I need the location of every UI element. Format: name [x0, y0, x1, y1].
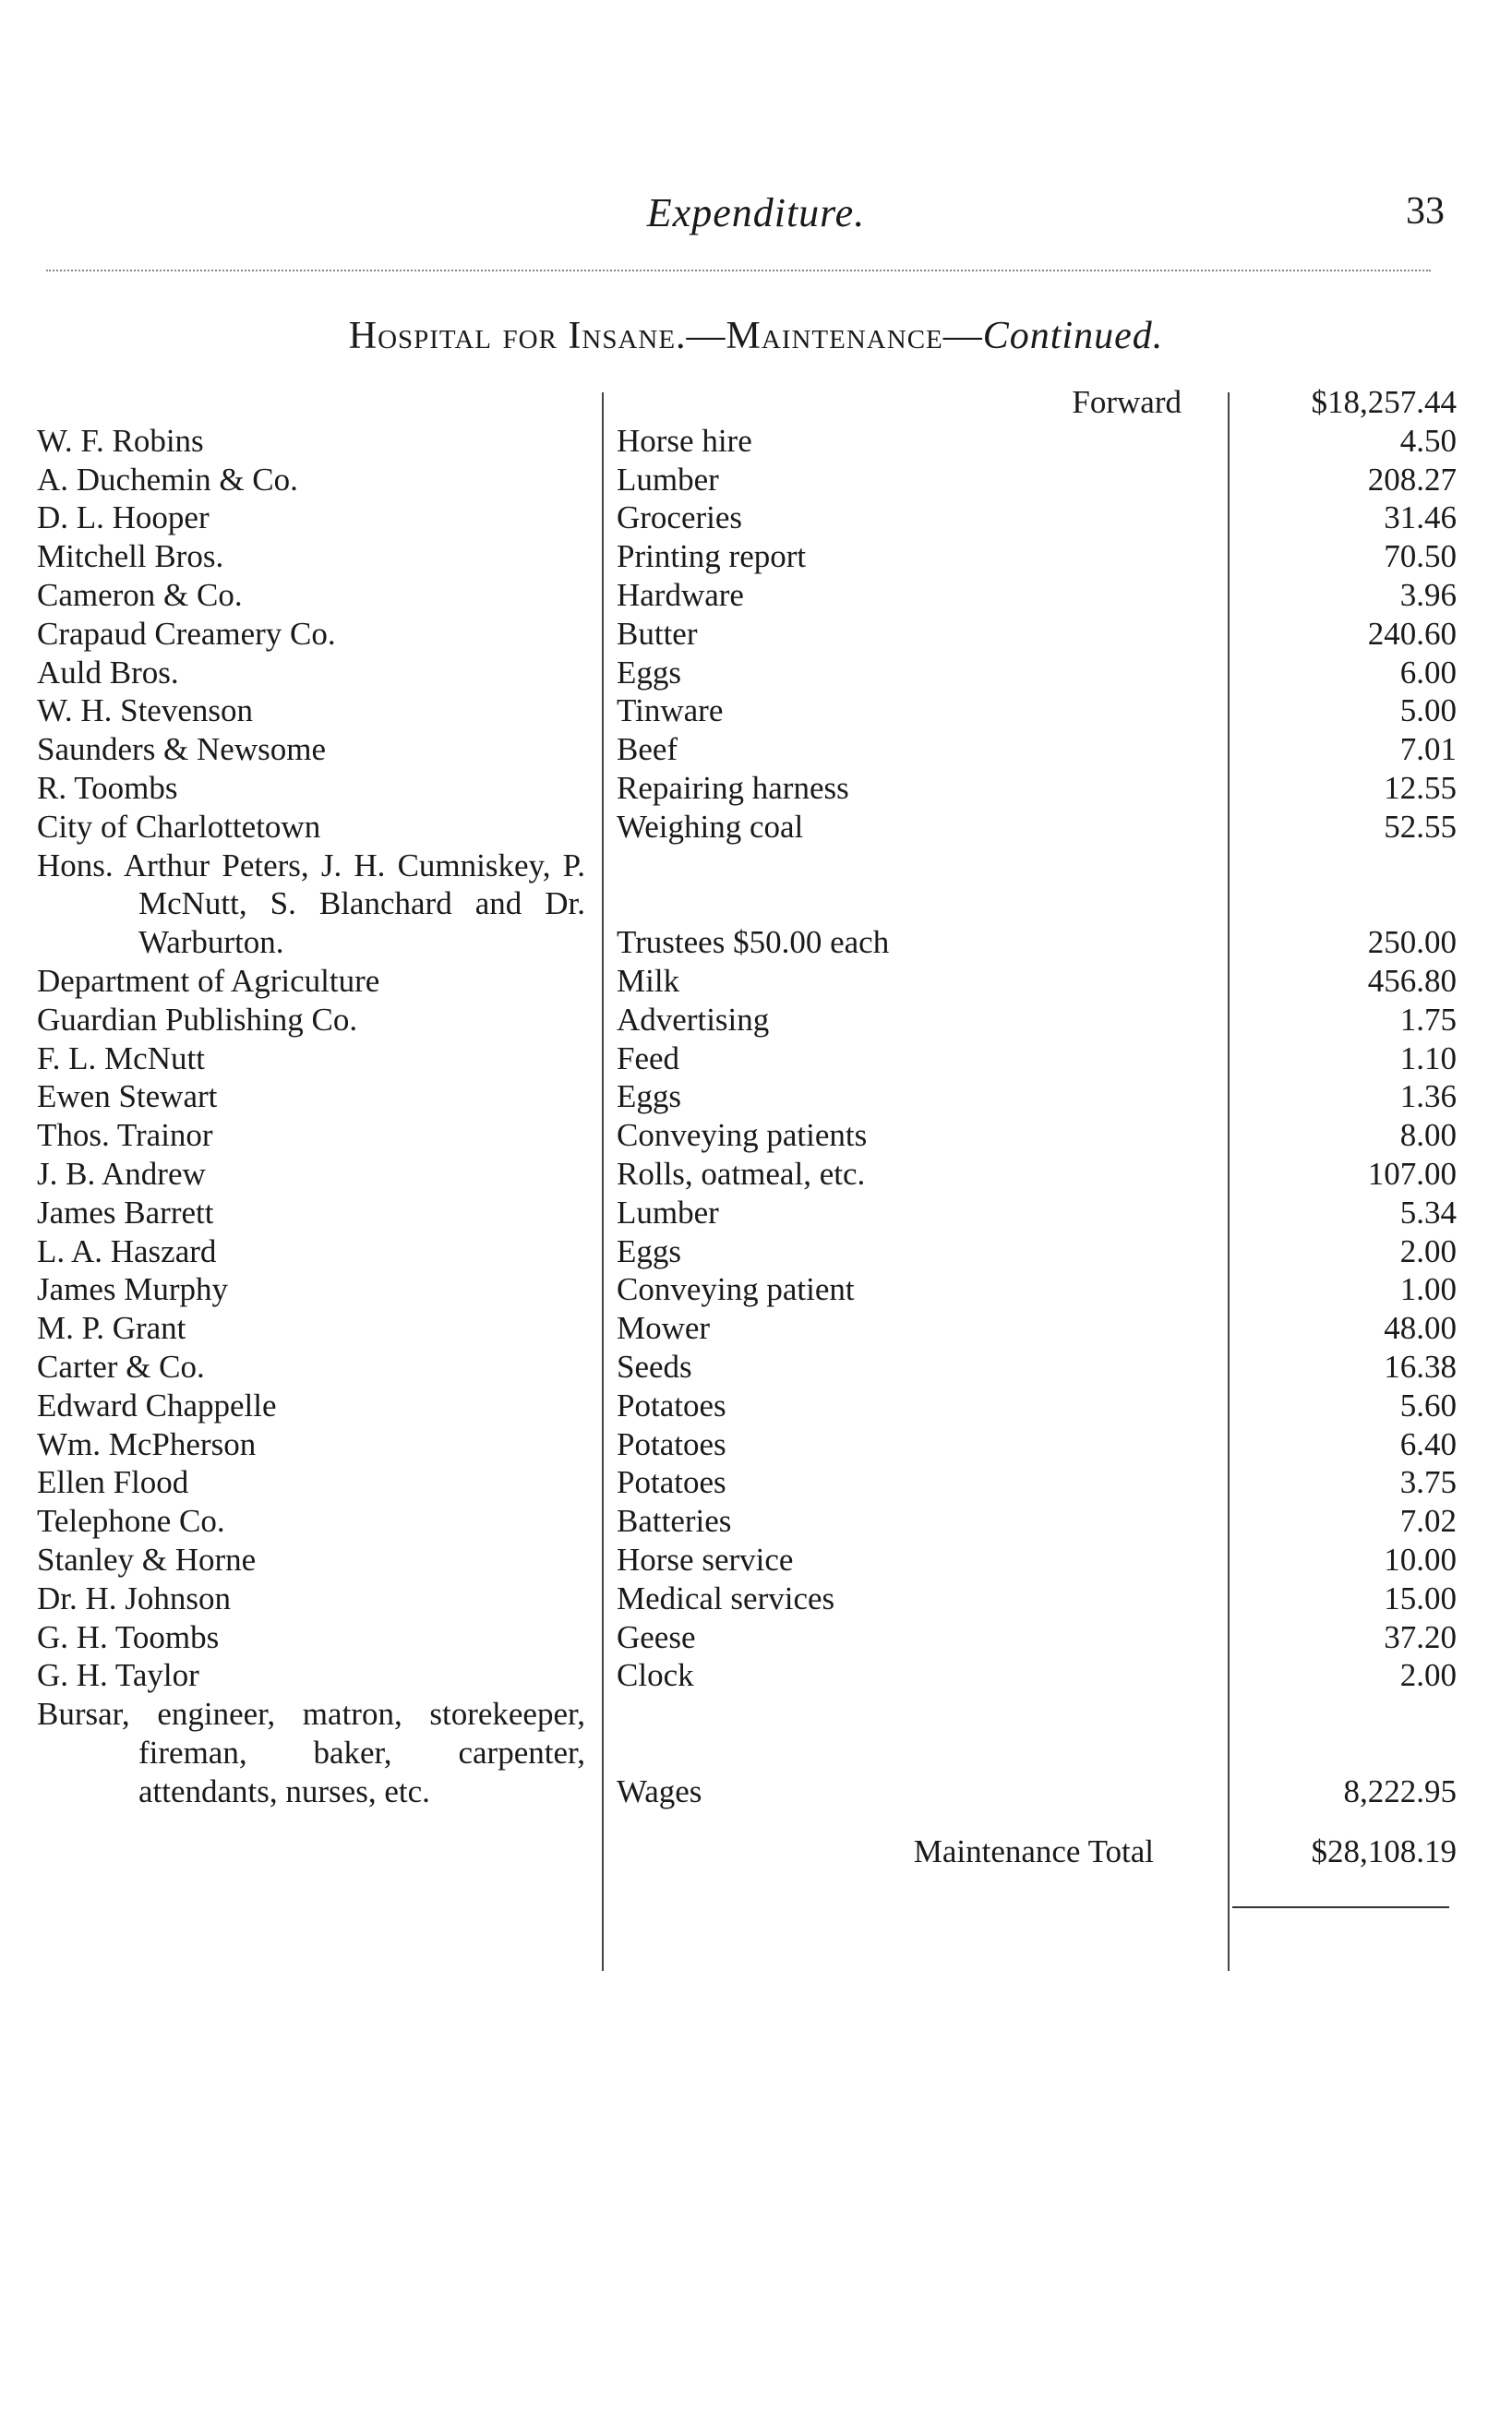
amount-cell: 5.00: [1399, 692, 1457, 729]
ledger-row: [37, 691, 1458, 730]
amount-cell: 31.46: [1384, 499, 1457, 536]
ledger-row: [37, 499, 1458, 537]
ledger-row: [37, 537, 1458, 576]
header-divider: [46, 270, 1431, 271]
item-cell: Eggs: [617, 1232, 681, 1269]
amount-cell: 107.00: [1367, 1155, 1457, 1192]
item-cell: Rolls, oatmeal, etc.: [617, 1155, 866, 1192]
ledger-row: [37, 962, 1458, 1001]
ledger-row: [37, 808, 1458, 847]
ledger-row: [37, 654, 1458, 692]
ledger-row: [37, 1348, 1458, 1387]
item-cell: Batteries: [617, 1503, 732, 1540]
ledger-row: [37, 730, 1458, 769]
ledger-row: [37, 847, 1458, 962]
amount-cell: 3.96: [1399, 576, 1457, 613]
payee-cell: Saunders & Newsome: [37, 731, 327, 768]
item-cell: Repairing harness: [617, 769, 849, 806]
payee-cell: Edward Chappelle: [37, 1387, 277, 1424]
item-cell: Eggs: [617, 1078, 681, 1115]
ledger-row: [37, 1077, 1458, 1116]
amount-cell: 52.55: [1384, 808, 1457, 845]
amount-cell: 7.01: [1399, 731, 1457, 768]
payee-cell: R. Toombs: [37, 769, 178, 806]
amount-cell: 2.00: [1399, 1232, 1457, 1269]
payee-cell: Dr. H. Johnson: [37, 1580, 232, 1616]
payee-cell: Cameron & Co.: [37, 576, 243, 613]
ledger-row: [37, 1580, 1458, 1618]
ledger-row: [37, 1502, 1458, 1541]
ledger-row: [37, 1232, 1458, 1271]
ledger-row: [37, 1039, 1458, 1078]
ledger-row: [37, 1618, 1458, 1657]
item-cell: Feed: [617, 1039, 680, 1076]
ledger-row: [37, 1695, 1458, 1810]
amount-cell: 1.36: [1399, 1078, 1457, 1115]
payee-cell: Carter & Co.: [37, 1348, 205, 1385]
item-cell: Groceries: [617, 499, 743, 536]
payee-cell: L. A. Haszard: [37, 1232, 217, 1269]
item-cell: Potatoes: [617, 1387, 726, 1424]
item-cell: Milk: [617, 962, 680, 999]
amount-cell: 15.00: [1384, 1580, 1457, 1616]
item-cell: Conveying patient: [617, 1271, 855, 1308]
expenditure-ledger: [37, 383, 1458, 1871]
payee-cell: A. Duchemin & Co.: [37, 461, 298, 498]
amount-cell: 1.00: [1399, 1271, 1457, 1308]
amount-cell: 8.00: [1399, 1117, 1457, 1154]
ledger-row: [37, 1425, 1458, 1464]
item-cell: Wages: [617, 1772, 702, 1809]
section-title-main: Hospital for Insane.—Maintenance—: [348, 315, 983, 357]
ledger-row: [37, 1387, 1458, 1425]
amount-cell: 37.20: [1384, 1618, 1457, 1655]
payee-cell: Bursar, engineer, matron, storekeeper, fireman, baker, carpenter, attendants, nurses, etc.: [37, 1696, 585, 1809]
amount-cell: 240.60: [1367, 615, 1457, 652]
payee-cell: Telephone Co.: [37, 1503, 225, 1540]
amount-cell: 3.75: [1399, 1464, 1457, 1501]
ledger-row: [37, 1309, 1458, 1348]
ledger-row: [37, 576, 1458, 615]
sum-rule: [1232, 1906, 1449, 1908]
item-cell: Beef: [617, 731, 678, 768]
amount-cell: 5.34: [1399, 1194, 1457, 1231]
amount-cell: 8,222.95: [1343, 1772, 1457, 1809]
amount-cell: 2.00: [1399, 1657, 1457, 1694]
payee-cell: F. L. McNutt: [37, 1039, 205, 1076]
ledger-row: [37, 1116, 1458, 1155]
ledger-row: [37, 461, 1458, 499]
ledger-row: [37, 1656, 1458, 1695]
forward-amount: $18,257.44: [1311, 384, 1457, 420]
page-header-title: Expenditure.: [646, 190, 866, 235]
ledger-row: [37, 422, 1458, 461]
item-cell: Trustees $50.00 each: [617, 924, 890, 961]
item-cell: Butter: [617, 615, 698, 652]
amount-cell: 16.38: [1384, 1348, 1457, 1385]
amount-cell: 4.50: [1399, 422, 1457, 459]
payee-cell: Ewen Stewart: [37, 1078, 218, 1115]
ledger-row: [37, 1155, 1458, 1194]
item-cell: Hardware: [617, 576, 744, 613]
item-cell: Printing report: [617, 538, 807, 575]
item-cell: Lumber: [617, 461, 719, 498]
amount-cell: 48.00: [1384, 1310, 1457, 1347]
ledger-rows: [37, 422, 1458, 1811]
amount-cell: 7.02: [1399, 1503, 1457, 1540]
item-cell: Tinware: [617, 692, 724, 729]
amount-cell: 5.60: [1399, 1387, 1457, 1424]
item-cell: Medical services: [617, 1580, 835, 1616]
payee-cell: Ellen Flood: [37, 1464, 189, 1501]
amount-cell: 70.50: [1384, 538, 1457, 575]
item-cell: Horse service: [617, 1541, 794, 1578]
total-label: Maintenance Total: [913, 1833, 1154, 1870]
section-title: [0, 314, 1512, 358]
section-title-continued: Continued.: [982, 315, 1164, 357]
item-cell: Clock: [617, 1657, 694, 1694]
payee-cell: D. L. Hooper: [37, 499, 210, 536]
item-cell: Weighing coal: [617, 808, 804, 845]
item-cell: Horse hire: [617, 422, 752, 459]
amount-cell: 10.00: [1384, 1541, 1457, 1578]
payee-cell: Hons. Arthur Peters, J. H. Cumniskey, P. McNutt, S. Blanchard and Dr. Warburton.: [37, 847, 585, 961]
payee-cell: Mitchell Bros.: [37, 538, 224, 575]
amount-cell: 250.00: [1367, 924, 1457, 961]
payee-cell: G. H. Taylor: [37, 1657, 199, 1694]
ledger-row: [37, 1541, 1458, 1580]
payee-cell: M. P. Grant: [37, 1310, 186, 1347]
amount-cell: 208.27: [1367, 461, 1457, 498]
amount-cell: 6.00: [1399, 654, 1457, 691]
payee-cell: James Barrett: [37, 1194, 214, 1231]
amount-cell: 456.80: [1367, 962, 1457, 999]
item-cell: Potatoes: [617, 1425, 726, 1462]
payee-cell: Guardian Publishing Co.: [37, 1001, 358, 1038]
amount-cell: 1.10: [1399, 1039, 1457, 1076]
item-cell: Mower: [617, 1310, 711, 1347]
amount-cell: 6.40: [1399, 1425, 1457, 1462]
item-cell: Seeds: [617, 1348, 692, 1385]
payee-cell: Stanley & Horne: [37, 1541, 257, 1578]
ledger-row: [37, 1001, 1458, 1039]
ledger-row: [37, 1463, 1458, 1502]
item-cell: Lumber: [617, 1194, 719, 1231]
total-row: [37, 1832, 1458, 1871]
payee-cell: City of Charlottetown: [37, 808, 321, 845]
amount-cell: 1.75: [1399, 1001, 1457, 1038]
total-amount: $28,108.19: [1311, 1833, 1457, 1870]
payee-cell: Crapaud Creamery Co.: [37, 615, 336, 652]
payee-cell: Department of Agriculture: [37, 962, 380, 999]
item-cell: Advertising: [617, 1001, 770, 1038]
forward-label: Forward: [1072, 384, 1182, 420]
amount-cell: 12.55: [1384, 769, 1457, 806]
item-cell: Eggs: [617, 654, 681, 691]
item-cell: Geese: [617, 1618, 696, 1655]
item-cell: Potatoes: [617, 1464, 726, 1501]
payee-cell: J. B. Andrew: [37, 1155, 206, 1192]
ledger-row: [37, 1270, 1458, 1309]
payee-cell: Thos. Trainor: [37, 1117, 213, 1154]
payee-cell: Wm. McPherson: [37, 1425, 257, 1462]
ledger-row: [37, 769, 1458, 808]
item-cell: Conveying patients: [617, 1117, 868, 1154]
payee-cell: W. H. Stevenson: [37, 692, 253, 729]
forward-row: [37, 383, 1458, 422]
ledger-row: [37, 1194, 1458, 1232]
page-number: 33: [1406, 190, 1445, 233]
payee-cell: W. F. Robins: [37, 422, 204, 459]
payee-cell: Auld Bros.: [37, 654, 179, 691]
ledger-row: [37, 615, 1458, 654]
payee-cell: G. H. Toombs: [37, 1618, 220, 1655]
payee-cell: James Murphy: [37, 1271, 229, 1308]
